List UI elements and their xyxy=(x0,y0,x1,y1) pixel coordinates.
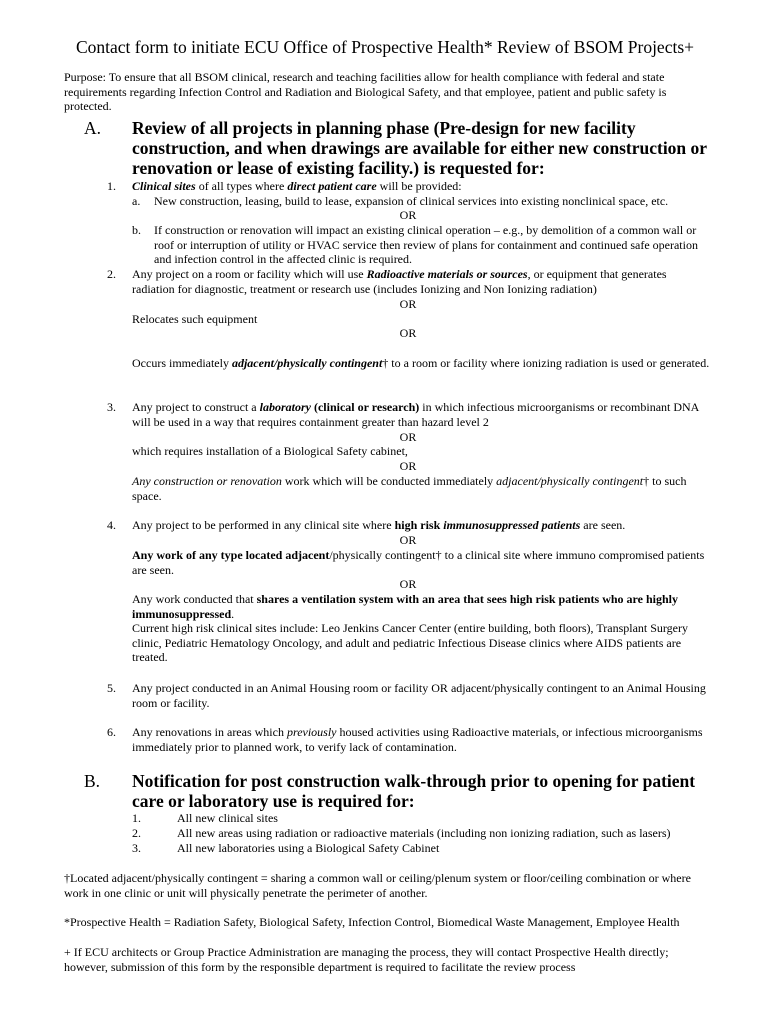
section-b-item-1-text: All new clinical sites xyxy=(177,811,278,825)
section-b-item-1-number: 1. xyxy=(132,811,141,825)
item-1-text: Clinical sites of all types where direct patient care will be provided: xyxy=(132,179,462,193)
item-6-text: Any renovations in areas which previously housed activities using Radioactive materials, or infectious microorganisms immediately prior to planned work, to verify lack of contamination. xyxy=(132,725,703,754)
footnote-asterisk: *Prospective Health = Radiation Safety, Biological Safety, Infection Control, Biomedical Waste Management, Employee Health xyxy=(64,915,680,929)
item-2-occurs: Occurs immediately adjacent/physically contingent† to a room or facility where ionizing radiation is used or generated. xyxy=(132,356,710,370)
section-b-letter: B. xyxy=(84,771,101,791)
or-separator: OR xyxy=(399,577,417,591)
or-separator: OR xyxy=(399,208,417,222)
item-4-current-sites: Current high risk clinical sites include: Leo Jenkins Cancer Center (entire building, both floors), Transplant Surgery clinic, Pediatric Hematology Oncology, and adult and pediatric Infectious Disease clinics where AIDS patients are treated. xyxy=(132,621,689,665)
item-5-text: Any project conducted in an Animal Housing room or facility OR adjacent/physically contingent to an Animal Housing room or facility. xyxy=(132,681,706,710)
or-separator: OR xyxy=(399,533,417,547)
item-3-construction: Any construction or renovation work which will be conducted immediately adjacent/physically contingent† to such space. xyxy=(132,474,687,503)
item-4-number: 4. xyxy=(107,518,116,532)
purpose-paragraph: Purpose: To ensure that all BSOM clinical, research and teaching facilities allow for health compliance with federal and state requirements regarding Infection Control and Radiation and Biological Safety, and that employee, patient and public safety is protected. xyxy=(64,70,667,114)
item-6-number: 6. xyxy=(107,725,116,739)
section-b-item-2-text: All new areas using radiation or radioactive materials (including non ionizing radiation, such as lasers) xyxy=(177,826,671,840)
or-separator: OR xyxy=(399,326,417,340)
item-4-text: Any project to be performed in any clinical site where high risk immunosuppressed patients are seen. xyxy=(132,518,626,532)
or-separator: OR xyxy=(399,297,417,311)
section-b-item-3-text: All new laboratories using a Biological Safety Cabinet xyxy=(177,841,440,855)
or-separator: OR xyxy=(399,459,417,473)
item-3-bsc: which requires installation of a Biological Safety cabinet, xyxy=(132,444,408,458)
item-5-number: 5. xyxy=(107,681,116,695)
item-2-number: 2. xyxy=(107,267,116,281)
item-1b-label: b. xyxy=(132,223,141,237)
section-b-heading: Notification for post construction walk-through prior to opening for patient care or laboratory use is required for: xyxy=(132,771,696,811)
item-1-number: 1. xyxy=(107,179,116,193)
item-2-text: Any project on a room or facility which will use Radioactive materials or sources, or equipment that generates radiation for diagnostic, treatment or research use (includes Ionizing and Non Ionizing radiation) xyxy=(132,267,667,296)
document-title: Contact form to initiate ECU Office of Prospective Health* Review of BSOM Projects+ xyxy=(75,37,695,57)
item-2-relocates: Relocates such equipment xyxy=(132,312,258,326)
footnote-dagger: †Located adjacent/physically contingent = sharing a common wall or ceiling/plenum system or floor/ceiling combination or where work in one clinic or unit will physically penetrate the perimeter of another. xyxy=(64,871,691,900)
item-1a-label: a. xyxy=(132,194,141,208)
section-b-item-3-number: 3. xyxy=(132,841,141,855)
item-3-text: Any project to construct a laboratory (clinical or research) in which infectious microorganisms or recombinant DNA will be used in a way that requires containment greater than hazard level 2 xyxy=(132,400,699,429)
item-4-ventilation: Any work conducted that shares a ventilation system with an area that sees high risk patients who are highly immunosuppressed. xyxy=(132,592,678,621)
section-a-heading: Review of all projects in planning phase (Pre-design for new facility construction, and when drawings are available for either new construction or renovation or lease of existing facility.) is requested for: xyxy=(132,118,707,178)
item-1a-text: New construction, leasing, build to lease, expansion of clinical services into existing nonclinical space, etc. xyxy=(154,194,669,208)
item-4-adjacent: Any work of any type located adjacent/physically contingent† to a clinical site where immuno compromised patients are seen. xyxy=(132,548,705,577)
or-separator: OR xyxy=(399,430,417,444)
section-a-letter: A. xyxy=(84,118,102,138)
item-3-number: 3. xyxy=(107,400,116,414)
item-1b-text: If construction or renovation will impact an existing clinical operation – e.g., by demolition of a common wall or roof or interruption of utility or HVAC service then review of plans for containment and continued safe operation and infection control in the affected clinic is required. xyxy=(154,223,698,267)
footnote-plus: + If ECU architects or Group Practice Administration are managing the process, they will contact Prospective Health directly; however, submission of this form by the responsible department is required to facilitate the review process xyxy=(64,945,669,974)
section-b-item-2-number: 2. xyxy=(132,826,141,840)
